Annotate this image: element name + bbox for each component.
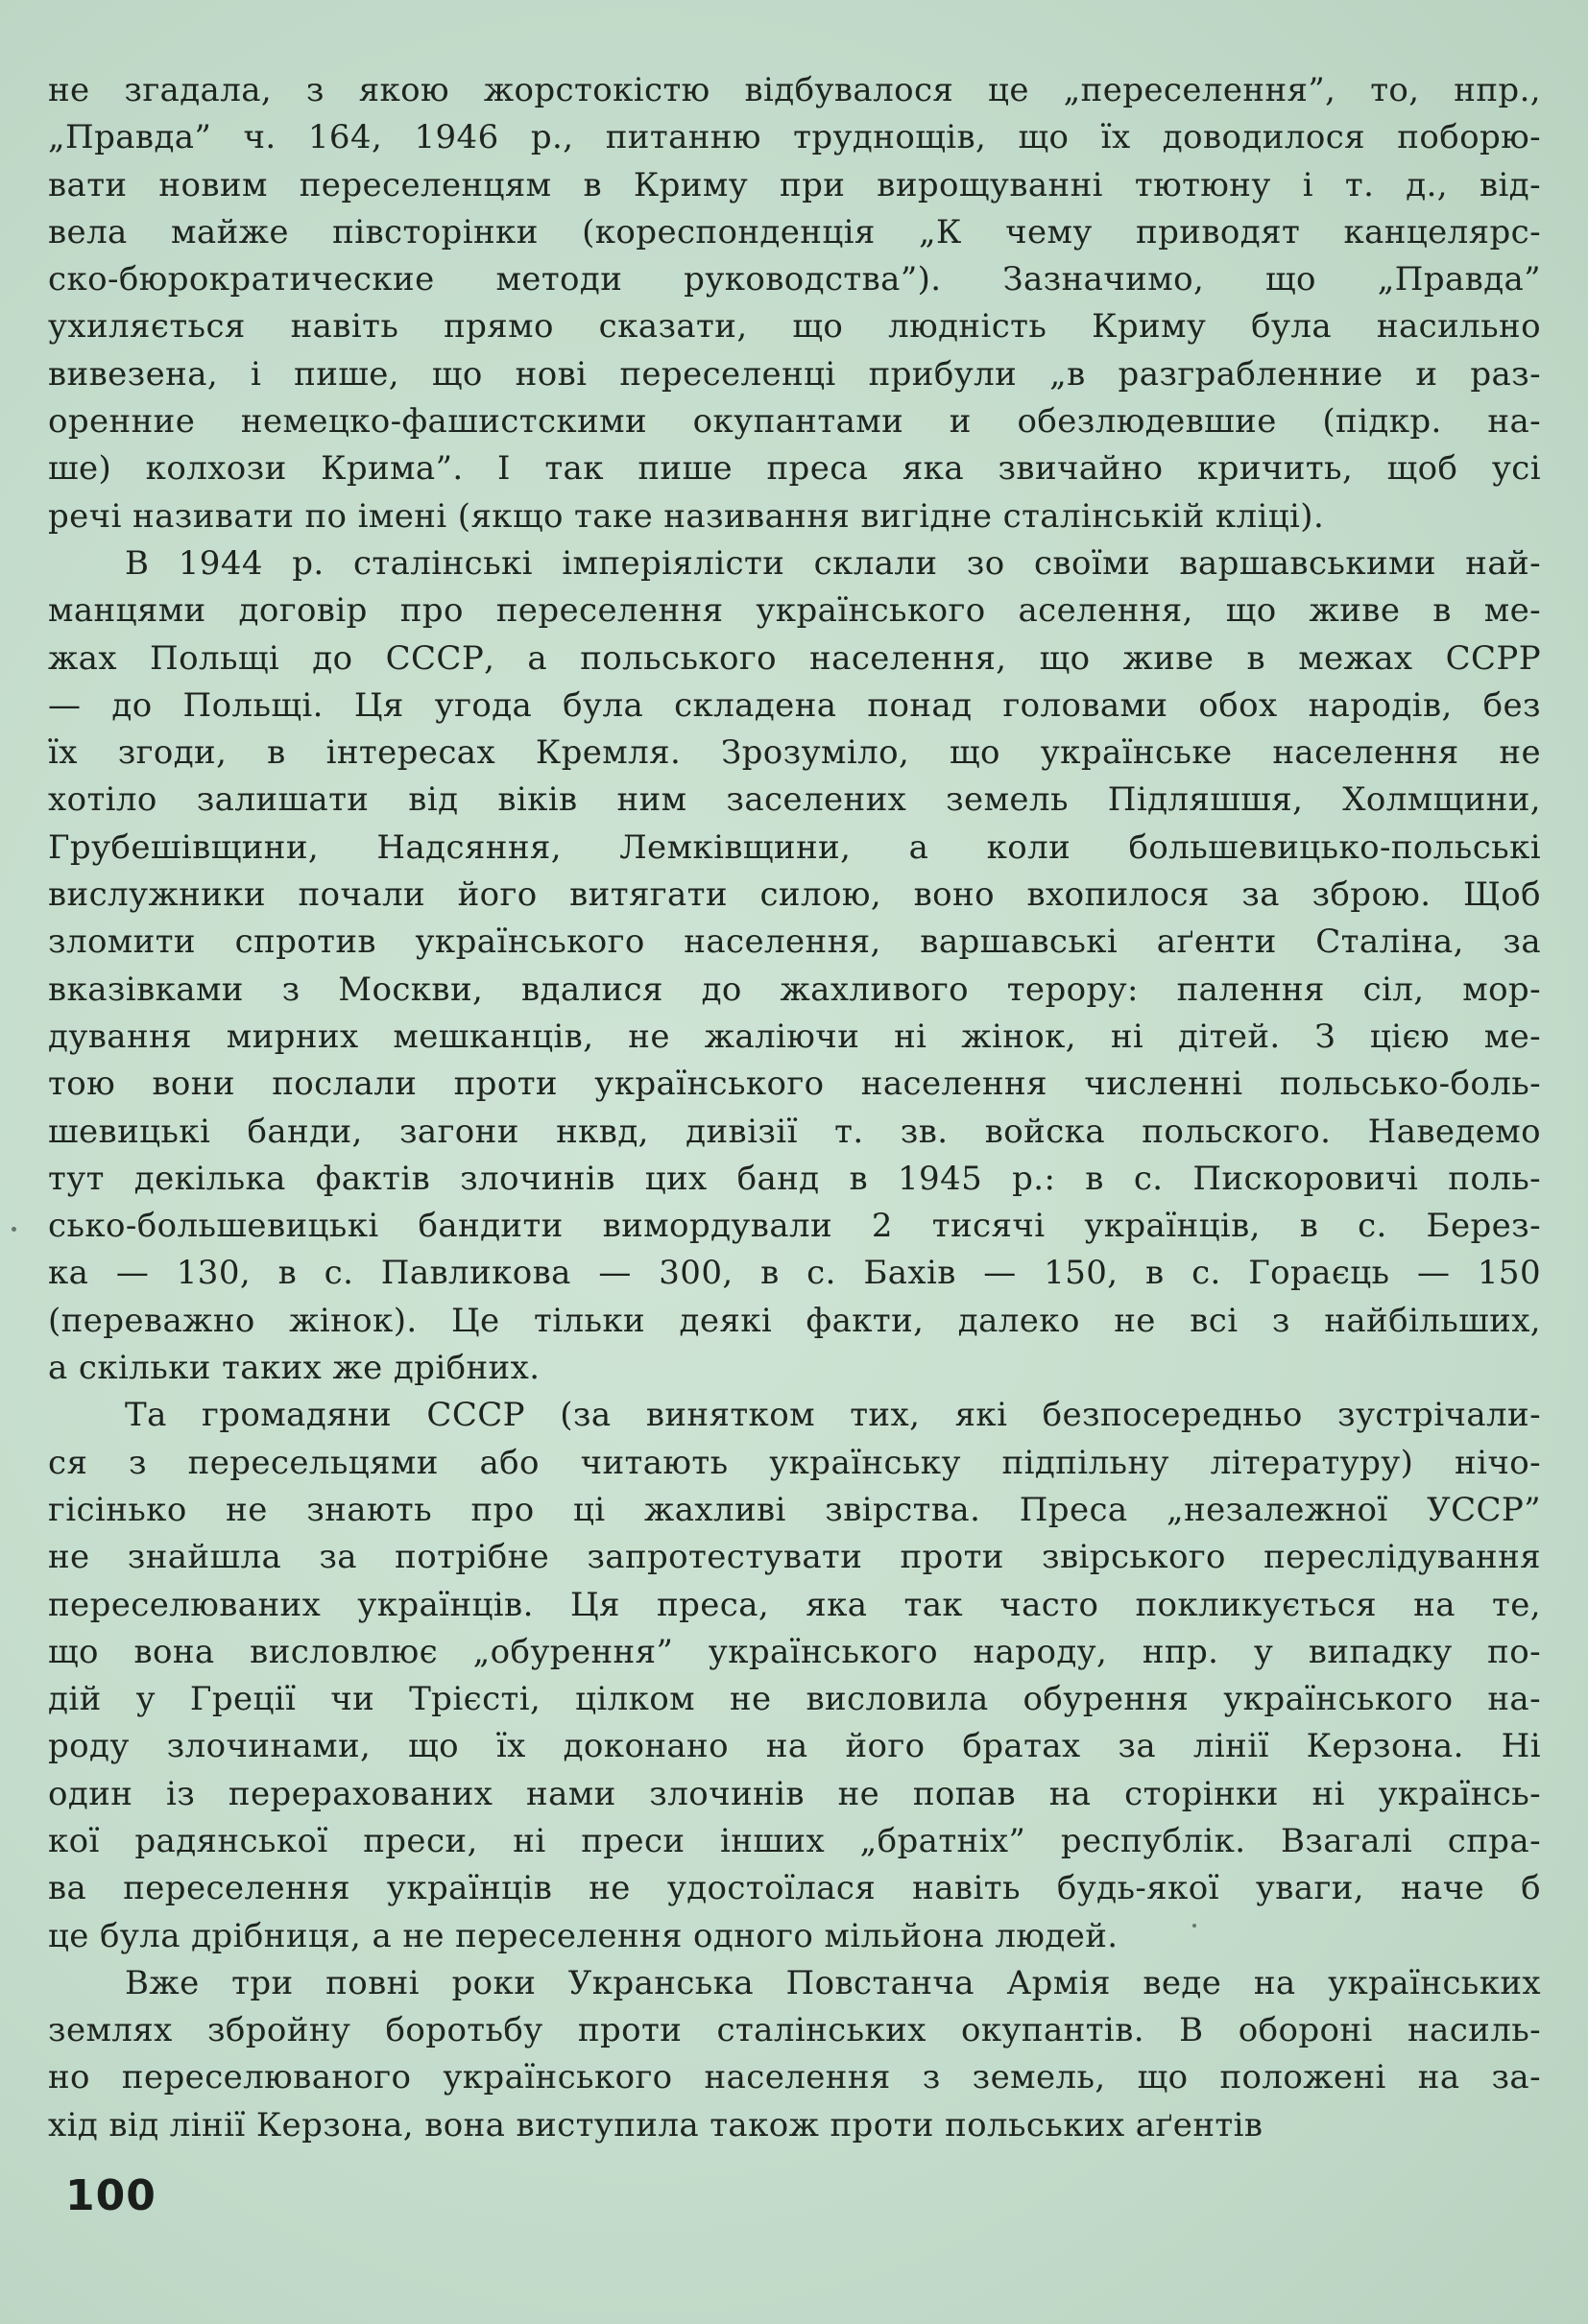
text-line: Та громадяни СССР (за винятком тих, які безпосередньо зустрічали-	[125, 1396, 1541, 1435]
text-line: землях збройну боротьбу проти сталінських окупантів. В обороні насиль-	[48, 2011, 1541, 2050]
text-line: ка — 130, в с. Павликова — 300, в с. Бахів — 150, в с. Гораєць — 150	[48, 1254, 1541, 1293]
body-text	[48, 67, 1541, 2149]
text-line: Вже три повні роки Укранська Повстанча Армія веде на українських	[125, 1963, 1541, 2002]
text-line: дування мирних мешканців, не жаліючи ні жінок, ні дітей. З цією ме-	[48, 1017, 1541, 1056]
text-line: а скільки таких же дрібних.	[48, 1349, 541, 1388]
text-line: один із перерахованих нами злочинів не попав на сторінки ні українсь-	[48, 1774, 1541, 1813]
paragraph	[48, 540, 1541, 1392]
text-line: їх згоди, в інтересах Кремля. Зрозуміло, що українське населення не	[48, 733, 1541, 773]
text-line: тою вони послали проти українського населення численні польсько-боль-	[48, 1065, 1541, 1104]
text-line: зломити спротив українського населення, варшавські аґенти Сталіна, за	[48, 922, 1541, 962]
text-line: ся з пересельцями або читають українську підпільну літературу) нічо-	[48, 1443, 1541, 1482]
text-line: ше) колхози Крима”. І так пише преса яка звичайно кричить, щоб усі	[48, 449, 1541, 489]
page-number: 100	[65, 2171, 156, 2220]
page	[48, 67, 1541, 2275]
text-line: ухиляється навіть прямо сказати, що людність Криму була насильно	[48, 307, 1541, 347]
text-line: це була дрібниця, а не переселення одного мільйона людей.	[48, 1916, 1119, 1955]
text-line: — до Польщі. Ця угода була складена понад головами обох народів, без	[48, 685, 1541, 725]
text-line: оренние немецко-фашистскими окупантами и обезлюдевшие (підкр. на-	[48, 402, 1541, 442]
text-line: ско-бюрократические методи руководства”). Зазначимо, що „Правда”	[48, 260, 1541, 299]
print-speck	[12, 1227, 16, 1232]
text-line: не згадала, з якою жорстокістю відбувалося це „переселення”, то, нпр.,	[48, 71, 1541, 109]
text-line: В 1944 р. сталінські імперіялісти склали зо своїми варшавськими най-	[125, 543, 1541, 583]
text-line: переселюваних українців. Ця преса, яка так часто покликується на те,	[48, 1585, 1541, 1624]
text-line: хід від лінії Керзона, вона виступила також проти польських аґентів	[48, 2105, 1263, 2144]
text-line: ва переселення українців не удостоїлася навіть будь-якої уваги, наче б	[48, 1869, 1541, 1908]
text-line: вивезена, і пише, що нові переселенці прибули „в разграбленние и раз-	[48, 354, 1541, 394]
text-line: гісінько не знають про ці жахливі звірства. Преса „незалежної УССР”	[48, 1490, 1541, 1529]
text-line: речі називати по імені (якщо таке називання вигідне сталінській кліці).	[48, 496, 1325, 536]
text-line: вислужники почали його витягати силою, воно вхопилося за зброю. Щоб	[48, 875, 1541, 915]
text-line: роду злочинами, що їх доконано на його братах за лінії Керзона. Ні	[48, 1727, 1541, 1766]
paragraph	[48, 1392, 1541, 1960]
text-line: вела майже півсторінки (кореспонденція „К чему приводят канцелярс-	[48, 212, 1541, 252]
text-line: тут декілька фактів злочинів цих банд в 1945 р.: в с. Пискоровичі поль-	[48, 1159, 1541, 1198]
text-line: шевицькі банди, загони нквд, дивізії т. зв. войска польского. Наведемо	[48, 1112, 1541, 1151]
text-line: вати новим переселенцям в Криму при вирощуванні тютюну і т. д., від-	[48, 165, 1541, 204]
text-line: дій у Греції чи Трієсті, цілком не висловила обурення українського на-	[48, 1680, 1541, 1719]
text-line: Грубешівщини, Надсяння, Лемківщини, а коли большевицько-польські	[48, 827, 1541, 867]
text-line: но переселюваного українського населення з земель, що положені на за-	[48, 2058, 1541, 2097]
text-line: хотіло залишати від віків ним заселених земель Підляшшя, Холмщини,	[48, 780, 1541, 820]
paragraph	[48, 67, 1541, 540]
text-line: не знайшла за потрібне запротестувати проти звірського переслідування	[48, 1538, 1541, 1577]
paragraph	[48, 1960, 1541, 2149]
text-line: сько-большевицькі бандити вимордували 2 тисячі українців, в с. Берез-	[48, 1207, 1541, 1246]
text-line: манцями договір про переселення українського аселення, що живе в ме-	[48, 591, 1541, 631]
print-speck	[1192, 1924, 1196, 1928]
text-line: вказівками з Москви, вдалися до жахливого терору: палення сіл, мор-	[48, 970, 1541, 1009]
text-line: жах Польщі до СССР, а польського населення, що живе в межах ССРР	[48, 638, 1541, 678]
text-line: (переважно жінок). Це тільки деякі факти, далеко не всі з найбільших,	[48, 1301, 1541, 1340]
text-line: „Правда” ч. 164, 1946 р., питанню труднощів, що їх доводилося поборю-	[48, 118, 1541, 157]
text-line: кої радянської преси, ні преси інших „братніх” республік. Взагалі спра-	[48, 1821, 1541, 1860]
text-line: що вона висловлює „обурення” українського народу, нпр. у випадку по-	[48, 1632, 1541, 1671]
